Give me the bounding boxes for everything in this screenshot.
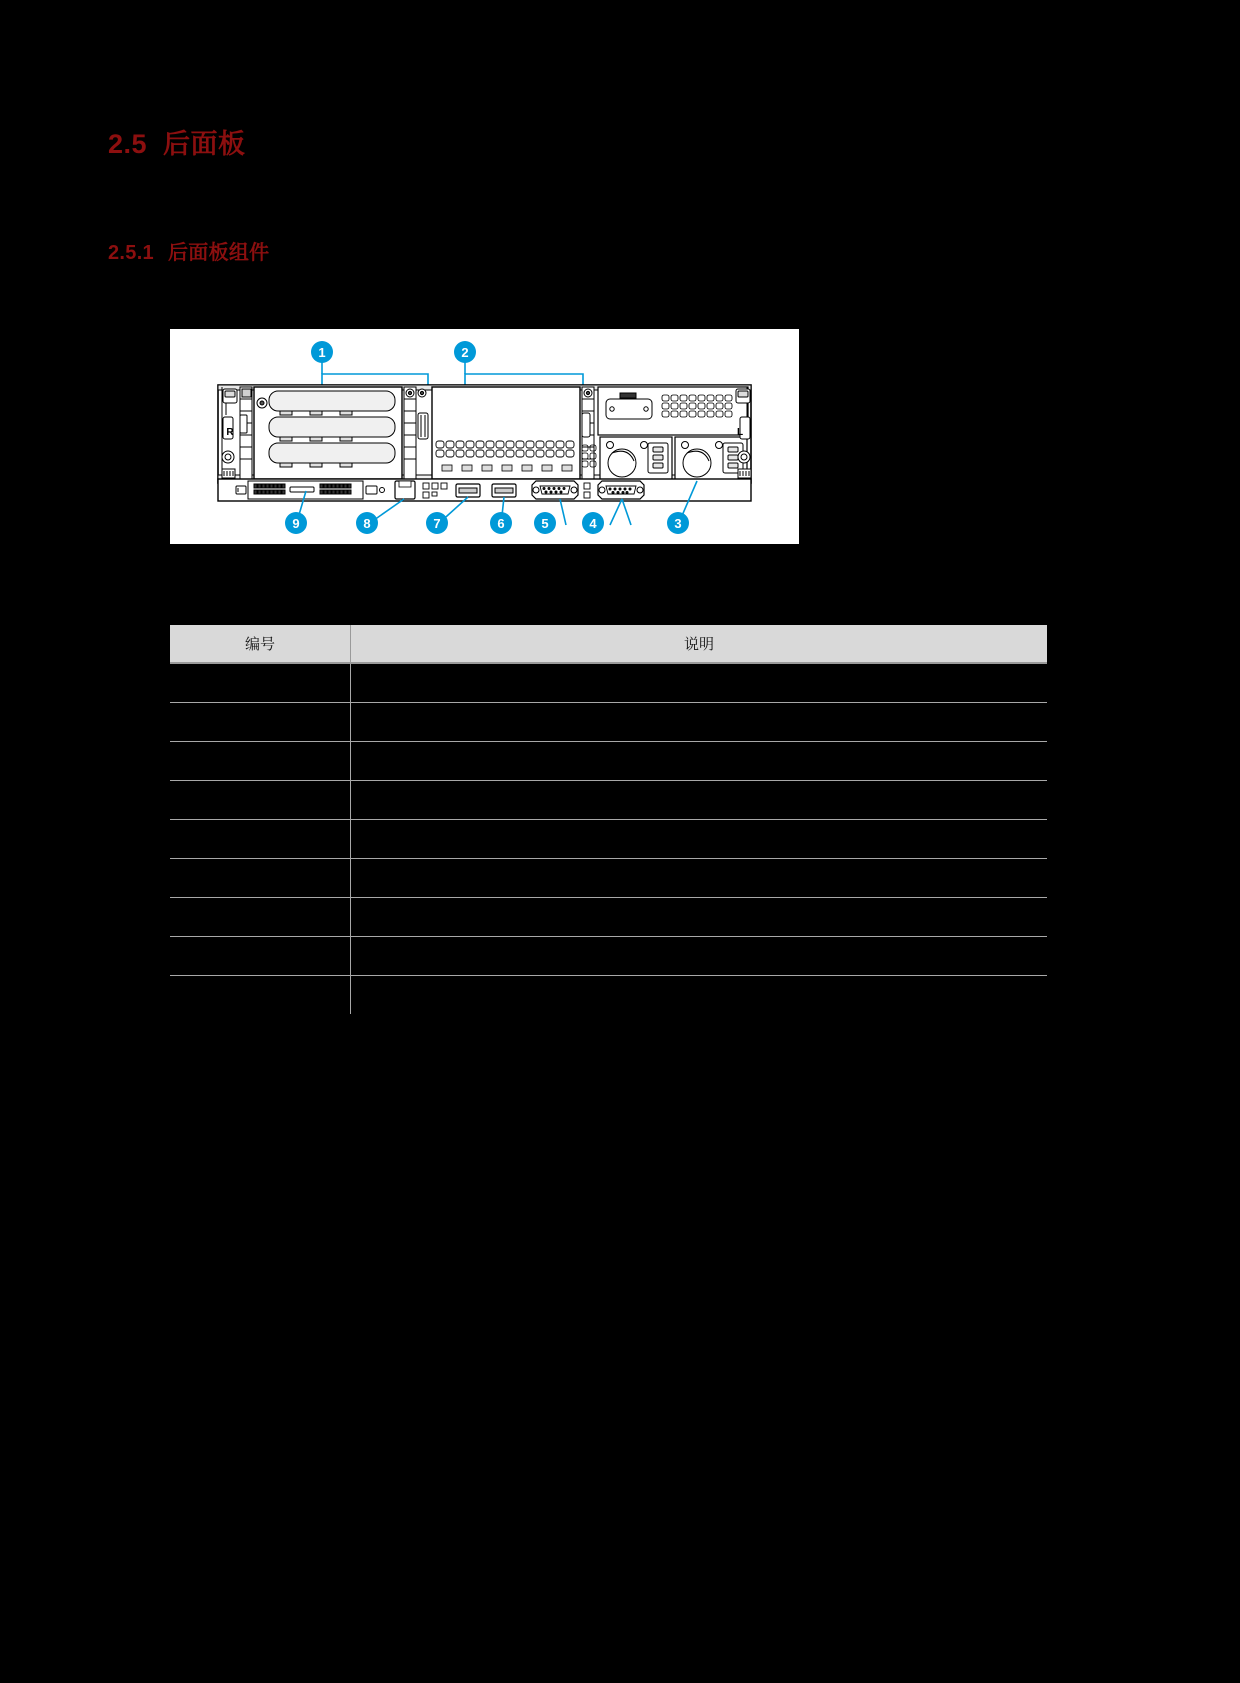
section-title: 后面板 bbox=[163, 129, 246, 159]
table-row bbox=[170, 937, 1047, 976]
ocp-network-card bbox=[236, 481, 385, 499]
subsection-number: 2.5.1 bbox=[108, 242, 154, 264]
cell-description bbox=[351, 859, 1048, 898]
callout-badge-2 bbox=[454, 341, 476, 363]
management-rj45-port bbox=[395, 481, 415, 499]
table-row bbox=[170, 742, 1047, 781]
table-row bbox=[170, 703, 1047, 742]
callout-label: 6 bbox=[497, 515, 505, 531]
figure-left-label: R bbox=[226, 427, 234, 438]
callout-label: 7 bbox=[433, 515, 441, 531]
callout-badge-8 bbox=[356, 512, 378, 534]
cell-description bbox=[351, 976, 1048, 1015]
section-number: 2.5 bbox=[108, 129, 148, 159]
cell-number bbox=[170, 820, 351, 859]
column-header-number: 编号 bbox=[170, 625, 351, 663]
callout-badge-6 bbox=[490, 512, 512, 534]
cell-number bbox=[170, 976, 351, 1015]
callout-label: 2 bbox=[461, 344, 469, 360]
vga-port bbox=[532, 481, 578, 499]
cell-number bbox=[170, 898, 351, 937]
cell-number bbox=[170, 859, 351, 898]
cell-number bbox=[170, 703, 351, 742]
cell-description bbox=[351, 742, 1048, 781]
callout-badge-3 bbox=[667, 512, 689, 534]
cell-number bbox=[170, 781, 351, 820]
table-header-row bbox=[170, 625, 1047, 663]
usb-port-1 bbox=[456, 484, 480, 497]
rear-panel-components-table bbox=[170, 625, 1047, 1014]
table-row bbox=[170, 898, 1047, 937]
callout-badge-1 bbox=[311, 341, 333, 363]
callout-label: 4 bbox=[589, 515, 597, 531]
subsection-title: 后面板组件 bbox=[167, 242, 270, 264]
callout-label: 5 bbox=[541, 515, 549, 531]
figure-right-label: L bbox=[736, 427, 744, 438]
server-rear-panel-figure bbox=[170, 329, 799, 544]
cell-description bbox=[351, 663, 1048, 703]
cell-description bbox=[351, 898, 1048, 937]
cell-number bbox=[170, 742, 351, 781]
usb-port-2 bbox=[492, 484, 516, 497]
subsection-heading bbox=[108, 236, 269, 265]
cell-description bbox=[351, 937, 1048, 976]
callout-badge-9 bbox=[285, 512, 307, 534]
callout-badge-7 bbox=[426, 512, 448, 534]
table-row bbox=[170, 859, 1047, 898]
column-header-description: 说明 bbox=[351, 625, 1048, 663]
callout-badge-4 bbox=[582, 512, 604, 534]
callout-badge-5 bbox=[534, 512, 556, 534]
table-row bbox=[170, 781, 1047, 820]
table-row bbox=[170, 663, 1047, 703]
table-body bbox=[170, 663, 1047, 1014]
psu-module-1 bbox=[600, 437, 672, 481]
table-row bbox=[170, 820, 1047, 859]
callout-label: 1 bbox=[318, 344, 326, 360]
cell-description bbox=[351, 703, 1048, 742]
psu-module-2 bbox=[675, 437, 747, 481]
cell-number bbox=[170, 663, 351, 703]
cell-description bbox=[351, 781, 1048, 820]
callout-label: 9 bbox=[292, 515, 300, 531]
callout-label: 8 bbox=[363, 515, 371, 531]
section-heading bbox=[108, 122, 246, 161]
table-row bbox=[170, 976, 1047, 1015]
serial-db9-port bbox=[598, 481, 644, 499]
table-header bbox=[170, 625, 1047, 663]
cell-description bbox=[351, 820, 1048, 859]
cell-number bbox=[170, 937, 351, 976]
callout-label: 3 bbox=[674, 515, 682, 531]
